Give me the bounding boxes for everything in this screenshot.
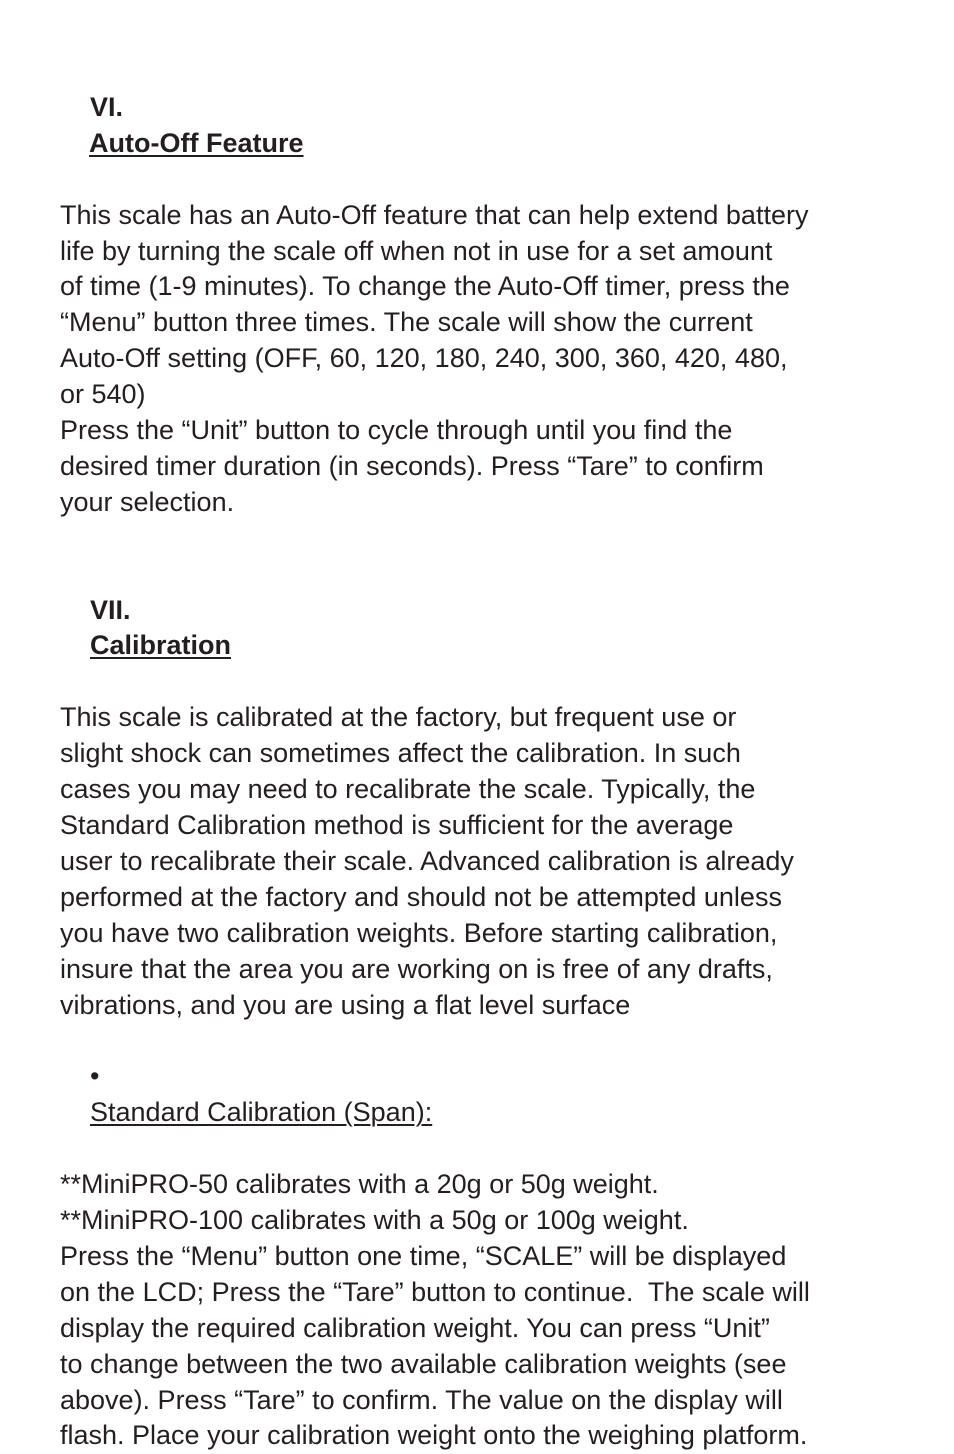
paragraph-line: Standard Calibration method is sufficient for the average — [60, 810, 734, 841]
section-vi-paragraph-1 — [60, 198, 940, 413]
manual-page — [60, 54, 940, 1454]
paragraph-line: vibrations, and you are using a flat level surface — [60, 989, 631, 1020]
model-notes — [60, 1167, 940, 1239]
section-vi-paragraph-2 — [60, 413, 940, 521]
section-spacer — [60, 521, 940, 557]
paragraph-line: performed at the factory and should not be attempted unless — [60, 881, 782, 912]
paragraph-line: Press the “Unit” button to cycle through until you find the — [60, 415, 733, 446]
paragraph-line: This scale is calibrated at the factory, but frequent use or — [60, 702, 737, 733]
model-note-minipro-50: **MiniPRO-50 calibrates with a 20g or 50g weight. — [60, 1169, 659, 1200]
section-vii-heading — [60, 557, 940, 701]
section-vii-paragraph-1 — [60, 700, 940, 1023]
section-vi-number: VI. — [90, 91, 124, 122]
section-vii-number: VII. — [90, 594, 131, 625]
paragraph-line: to change between the two available calibration weights (see — [60, 1348, 787, 1379]
paragraph-line: Press the “Menu” button one time, “SCALE” will be displayed — [60, 1240, 787, 1271]
paragraph-line: user to recalibrate their scale. Advanced calibration is already — [60, 845, 794, 876]
section-vi-heading — [60, 54, 940, 198]
paragraph-line: slight shock can sometimes affect the calibration. In such — [60, 738, 741, 769]
paragraph-line: your selection. — [60, 486, 235, 517]
paragraph-line: desired timer duration (in seconds). Press “Tare” to confirm — [60, 450, 764, 481]
bullet-marker: • — [90, 1061, 100, 1092]
paragraph-line: Auto-Off setting (OFF, 60, 120, 180, 240, 300, 360, 420, 480, — [60, 343, 788, 374]
paragraph-line: flash. Place your calibration weight onto the weighing platform. — [60, 1420, 808, 1451]
paragraph-line: above). Press “Tare” to confirm. The value on the display will — [60, 1384, 783, 1415]
model-note-minipro-100: **MiniPRO-100 calibrates with a 50g or 100g weight. — [60, 1204, 689, 1235]
section-vi-title: Auto-Off Feature — [89, 127, 304, 158]
paragraph-line: you have two calibration weights. Before starting calibration, — [60, 917, 778, 948]
paragraph-line: display the required calibration weight. You can press “Unit” — [60, 1312, 770, 1343]
paragraph-line: on the LCD; Press the “Tare” button to continue. The scale will — [60, 1276, 810, 1307]
section-vii-paragraph-2 — [60, 1239, 940, 1454]
paragraph-line: life by turning the scale off when not in use for a set amount — [60, 235, 773, 266]
standard-calibration-bullet — [60, 1023, 940, 1167]
section-vii-title: Calibration — [90, 630, 232, 661]
paragraph-line: This scale has an Auto-Off feature that can help extend battery — [60, 199, 809, 230]
paragraph-line: or 540) — [60, 379, 146, 410]
standard-calibration-label: Standard Calibration (Span): — [90, 1097, 433, 1128]
paragraph-line: insure that the area you are working on is free of any drafts, — [60, 953, 773, 984]
paragraph-line: “Menu” button three times. The scale will show the current — [60, 307, 753, 338]
paragraph-line: cases you may need to recalibrate the scale. Typically, the — [60, 774, 756, 805]
paragraph-line: of time (1-9 minutes). To change the Auto-Off timer, press the — [60, 271, 790, 302]
